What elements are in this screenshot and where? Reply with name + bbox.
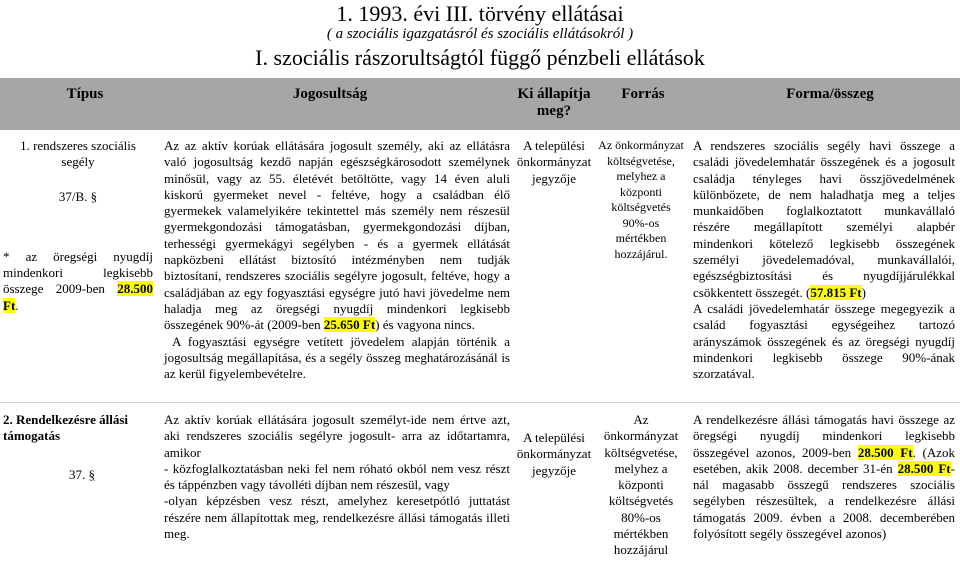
- row1-forras-cell: Az önkormányzat költségvetése, melyhez a központi költségvetés 90%-os mértékben hozzájárul.: [598, 138, 684, 261]
- row1-type-ref: [3, 189, 153, 205]
- row2-type-title: 2. Rendelkezésre állási támogatás: [3, 412, 129, 444]
- law-title: 1. 1993. évi III. törvény ellátásai: [336, 1, 624, 26]
- row1-note-amount: 28.500 Ft: [3, 281, 153, 313]
- law-subtitle: ( a szociális igazgatásról és szociális ellátásokról ): [326, 26, 634, 42]
- row1-jogosultsag-amount: 25.650 Ft: [323, 317, 376, 333]
- row1-jogosultsag-cell: [164, 138, 510, 382]
- row1-jogosultsag-p1: Az az aktív korúak ellátására jogosult személy, aki az ellátásra való jogosultság kezdő napján egészségkárosodott személynek minősül, vagy az 55. életévét betöltötte, vagy 14 éven aluli kiskorú gyermeket nevel - feltéve, hogy a családban élő gyermekek valamelyikére tekintettel más személy nem részesül gyermekgondozási támogatásban, gyermekgondozási díjban, terhességi gyermekágyi segélyben - és a gyermek ellátását napközbeni ellátást biztosító intézményben nem tudják biztosítani, rendszeres szociális segélyre jogosult, feltéve, hogy a családjában az egy fogyasztási egységre jutó havi jövedelme nem haladja meg az öregségi nyugdíj mindenkori legkisebb összegének 90%-át (2009-ben 25.650 Ft) és vagyona nincs.: [164, 138, 510, 333]
- row1-forma-p2: A családi jövedelemhatár összege megegyezik a család fogyasztási egységeihez tartozó arányszámok összegének és az öregségi nyugdíj mindenkori legkisebb összege 90%-ának szorzatával.: [693, 300, 955, 382]
- header-forma: Forma/összeg: [786, 86, 874, 102]
- header-jogosultsag: Jogosultság: [292, 86, 368, 102]
- row1-ki-cell: A települési önkormányzat jegyzője: [516, 138, 592, 186]
- row2-forma-amount2: 28.500 Ft: [897, 460, 951, 476]
- row2-type-ref-num: 37.: [69, 466, 86, 482]
- title-block: [0, 2, 960, 71]
- row1-type-ref-num: 37/B.: [58, 188, 88, 204]
- row1-jogosultsag-p2: A fogyasztási egységre vetített jövedelem alapján történik a jogosultság megállapítása, és a segély összeg meghatározásánál is az kerül figyelembevételre.: [164, 333, 510, 382]
- row1-type-note: * az öregségi nyugdíj mindenkori legkisebb összege 2009-ben 28.500 Ft.: [3, 248, 153, 313]
- row2-forma-cell: A rendelkezésre állási támogatás havi összege az öregségi nyugdíj mindenkori legkisebb összegével azonos, 2009-ben 28.500 Ft. (Azok esetében, akik 2008. december 31-én 28.500 Ft-nál magasabb összegű rendszeres szociális segélyben részesültek, a rendelkezésre állási támogatás 2009. évben a 2008. decemberében folyósított segély összegével azonos): [693, 412, 955, 542]
- row1-forma-p1: A rendszeres szociális segély havi összege a családi jövedelemhatár összegének és a jogosult családja tényleges havi összjövedelmének különbözete, de nem haladhatja meg a teljes munkaidőben foglalkoztatott munkavállaló részére megállapított személyi alapbér mindenkori kötelező legkisebb összegének személyi jövedelemadóval, munkavállalói, egészségbiztosítási és nyugdíjjárulékkal csökkentett összegét. (57.815 Ft): [693, 138, 955, 300]
- row2-type-ref: [3, 467, 153, 483]
- header-ki-allapitja: Ki állapítja meg?: [517, 86, 591, 119]
- row2-forma-amount1: 28.500 Ft: [857, 444, 913, 460]
- row2-jogosultsag-cell: Az aktív korúak ellátására jogosult személyt-ide nem értve azt, aki rendszeres szociális segélyre jogosult- arra az időtartamra, amikor - közfoglalkoztatásban neki fel nem róható okból nem vesz részt és táppénzben vagy távolléti díjban nem részesül, vagy -olyan képzésben vesz részt, amelyhez keresetpótló juttatást részére nem állapítottak meg, rendelkezésre állási támogatás illeti meg.: [164, 412, 510, 542]
- row1-forma-cell: [693, 138, 955, 382]
- row2-forras-cell: Az önkormányzat költségvetése, melyhez a központi költségvetés 80%-os mértékben hozzájárul: [603, 412, 679, 558]
- row-separator: [0, 402, 960, 403]
- row1-type-title: 1. rendszeres szociális segély: [20, 138, 136, 170]
- table-header: [0, 78, 960, 130]
- row1-type-cell: [3, 138, 153, 314]
- row1-type-ref-sym: §: [90, 188, 98, 204]
- header-forras: Forrás: [621, 86, 665, 102]
- section-title: I. szociális rászorultságtól függő pénzbeli ellátások: [255, 45, 705, 70]
- row2-type-ref-sym: §: [88, 466, 95, 482]
- row2-type-cell: [3, 412, 153, 483]
- row1-forma-amount: 57.815 Ft: [810, 284, 862, 300]
- row2-ki-cell: A települési önkormányzat jegyzője: [516, 430, 592, 478]
- header-tipus: Típus: [66, 86, 104, 102]
